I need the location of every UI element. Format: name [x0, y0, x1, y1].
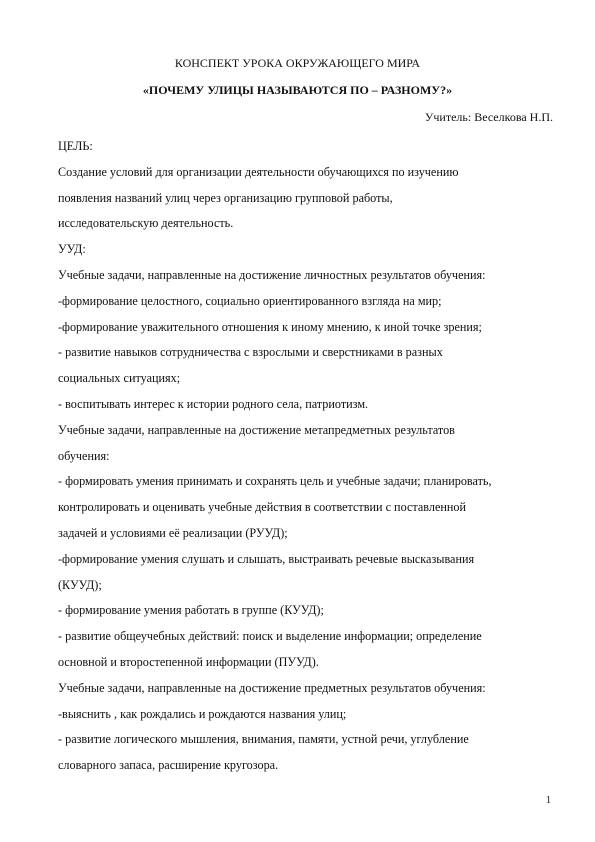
- text-line: Учебные задачи, направленные на достижение личностных результатов обучения:: [58, 267, 486, 282]
- teacher-name: Учитель: Веселкова Н.П.: [424, 110, 553, 124]
- text-line: - формировать умения принимать и сохранять цель и учебные задачи; планировать,: [58, 474, 492, 489]
- lesson-topic-title: «ПОЧЕМУ УЛИЦЫ НАЗЫВАЮТСЯ ПО – РАЗНОМУ?»: [142, 83, 453, 97]
- text-line: словарного запаса, расширение кругозора.: [58, 758, 279, 773]
- text-line: - развитие логического мышления, внимания, памяти, устной речи, углубление: [58, 732, 469, 747]
- document-body: [58, 134, 558, 779]
- text-line: - воспитывать интерес к истории родного села, патриотизм.: [58, 396, 369, 411]
- text-line: -выяснить , как рождались и рождаются названия улиц;: [58, 706, 347, 721]
- text-line: -формирование целостного, социально ориентированного взгляда на мир;: [58, 293, 442, 308]
- text-line: основной и второстепенной информации (ПУУД).: [58, 654, 319, 669]
- text-line: - формирование умения работать в группе (КУУД);: [58, 603, 324, 618]
- uud-heading: УУД:: [58, 242, 86, 257]
- text-line: социальных ситуациях;: [58, 371, 181, 386]
- text-line: Учебные задачи, направленные на достижение метапредметных результатов: [58, 422, 455, 437]
- document-title: КОНСПЕКТ УРОКА ОКРУЖАЮЩЕГО МИРА: [174, 56, 421, 70]
- text-line: контролировать и оценивать учебные действия в соответствии с поставленной: [58, 500, 467, 515]
- text-line: задачей и условиями её реализации (РУУД);: [58, 525, 288, 540]
- page-number: 1: [546, 795, 551, 806]
- text-line: - развитие навыков сотрудничества с взрослыми и сверстниками в разных: [58, 345, 443, 360]
- text-line: исследовательскую деятельность.: [58, 216, 234, 231]
- text-line: -формирование уважительного отношения к иному мнению, к иной точке зрения;: [58, 319, 482, 334]
- text-line: появления названий улиц через организацию групповой работы,: [58, 190, 393, 205]
- text-line: - развитие общеучебных действий: поиск и выделение информации; определение: [58, 629, 482, 644]
- text-line: Создание условий для организации деятельности обучающихся по изучению: [58, 164, 459, 179]
- text-line: -формирование умения слушать и слышать, выстраивать речевые высказывания: [58, 551, 475, 566]
- goal-heading: ЦЕЛЬ:: [58, 139, 93, 153]
- text-line: (КУУД);: [58, 577, 102, 592]
- text-line: Учебные задачи, направленные на достижение предметных результатов обучения:: [58, 680, 486, 695]
- text-line: обучения:: [58, 448, 110, 463]
